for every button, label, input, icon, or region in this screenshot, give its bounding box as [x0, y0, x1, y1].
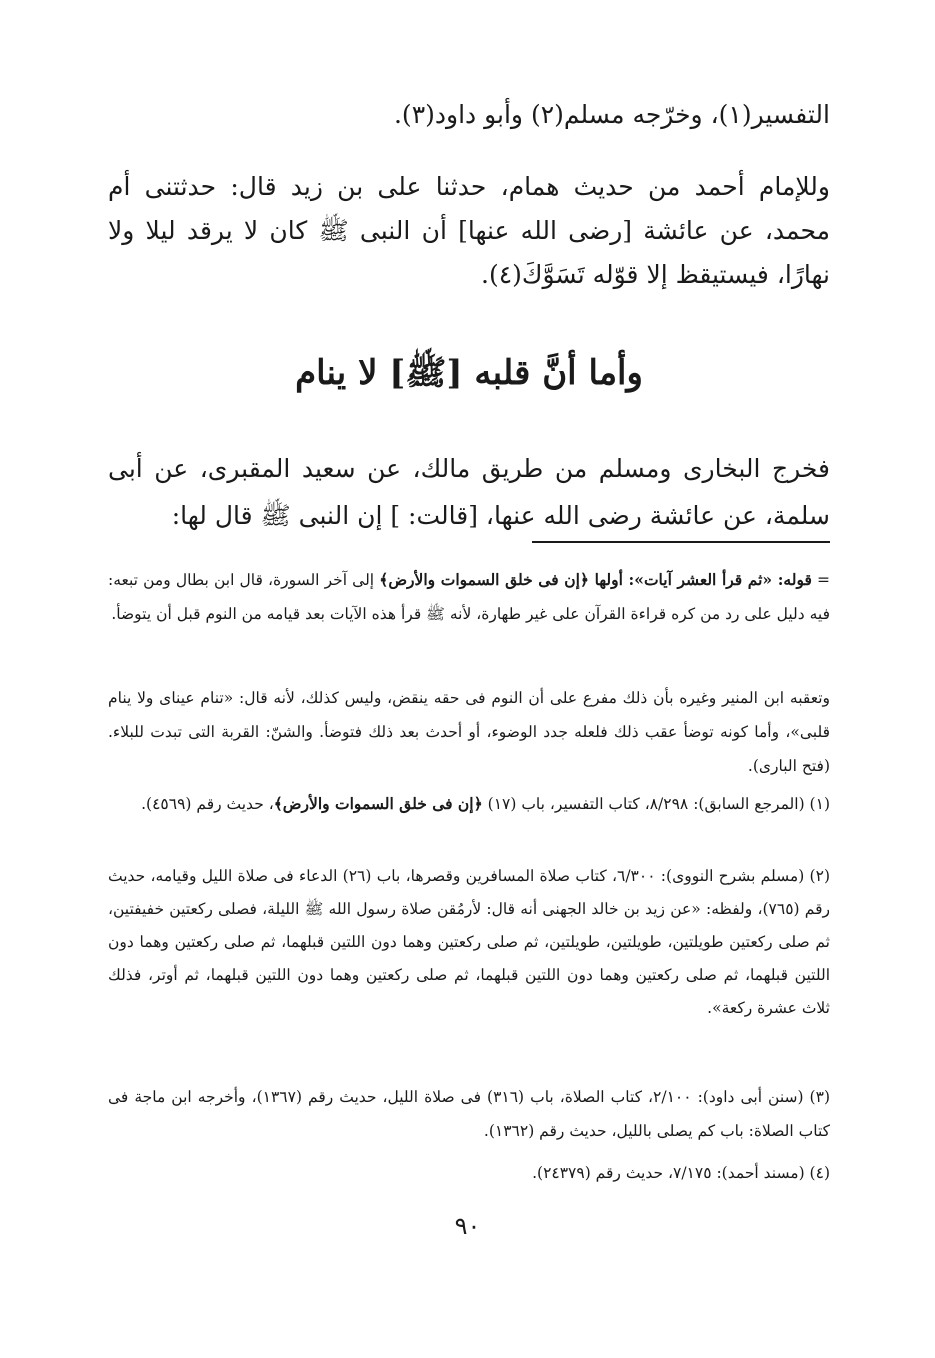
continuation-marker: =	[817, 571, 830, 589]
body-paragraph-1: التفسير(١)، وخرّجه مسلم(٢) وأبو داود(٣).	[393, 100, 830, 129]
footnote-4: (٤) (مسند أحمد): ٧/١٧٥، حديث رقم (٢٤٣٧٩).	[532, 1164, 830, 1182]
footnote-2: (٢) (مسلم بشرح النووى): ٦/٣٠٠، كتاب صلاة المسافرين وقصرها، باب (٢٦) الدعاء فى صلاة الليل وقيامه، حديث رقم (٧٦٥)، ولفظه: «عن زيد بن خالد الجهنى أنه قال: لأرمُقن صلاة رسول الله ﷺ الليلة، فصلى ركعتين خفيفتين، ثم صلى ركعتين طويلتين، طويلتين، طويلتين، ثم صلى ركعتين وهما دون اللتين قبلهما، ثم صلى ركعتين وهما دون اللتين قبلهما، ثم صلى ركعتين وهما دون اللتين قبلهما، ثم صلى ركعتين وهما دون اللتين قبلهما، ثم أوتر، فذلك ثلاث عشرة ركعة».	[108, 867, 831, 1017]
footnote-note: وتعقبه ابن المنير وغيره بأن ذلك مفرع على أن النوم فى حقه ينقض، وليس كذلك، لأنه قال: «تنام عيناى ولا ينام قلبى»، وأما كونه توضأ عقب ذلك فلعله جدد الوضوء، أو أحدث بعد ذلك فتوضأ. والشنّ: القربة التى تبدت للبلاء. (فتح البارى).	[108, 689, 830, 775]
body-paragraph-3: فخرج البخارى ومسلم من طريق مالك، عن سعيد المقبرى، عن أبى سلمة، عن عائشة رضى الله عنها، [قالت: ] إن النبى ﷺ قال لها:	[108, 454, 830, 530]
footnote-1-lead: (١) (المرجع السابق): ٨/٢٩٨، كتاب التفسير، باب (١٧)	[487, 795, 830, 813]
continuation-text: إلى آخر السورة، قال ابن بطال ومن تبعه: فيه دليل على رد من كره قراءة القرآن على غير طهارة، لأنه ﷺ قرأ هذه الآيات بعد قيامه من النوم قبل أن يتوضأ.	[108, 571, 830, 623]
continuation-quote: قوله: «ثم قرأ العشر آيات»: أولها ﴿إن فى خلق السموات والأرض﴾	[379, 570, 812, 589]
section-heading: وأما أنَّ قلبه [ﷺ] لا ينام	[295, 353, 643, 393]
footnote-continuation	[108, 563, 830, 631]
footnote-1-tail: ، حديث رقم (٤٥٦٩).	[141, 795, 274, 813]
body-paragraph-2: وللإمام أحمد من حديث همام، حدثنا على بن زيد قال: حدثتنى أم محمد، عن عائشة [رضى الله عنها] أن النبى ﷺ كان لا يرقد ليلا ولا نهارًا، فيستيقظ إلا قوّله تَسَوَّكَ(٤).	[108, 172, 830, 289]
footnote-separator	[532, 541, 830, 543]
page-number: ٩٠	[454, 1212, 481, 1240]
footnote-1-verse: ﴿إن فى خلق السموات والأرض﴾	[273, 794, 483, 813]
footnote-1	[108, 787, 830, 821]
footnote-3: (٣) (سنن أبى داود): ٢/١٠٠، كتاب الصلاة، باب (٣١٦) فى صلاة الليل، حديث رقم (١٣٦٧)، وأخرجه ابن ماجة فى كتاب الصلاة: باب كم يصلى بالليل، حديث رقم (١٣٦٢).	[108, 1088, 830, 1140]
